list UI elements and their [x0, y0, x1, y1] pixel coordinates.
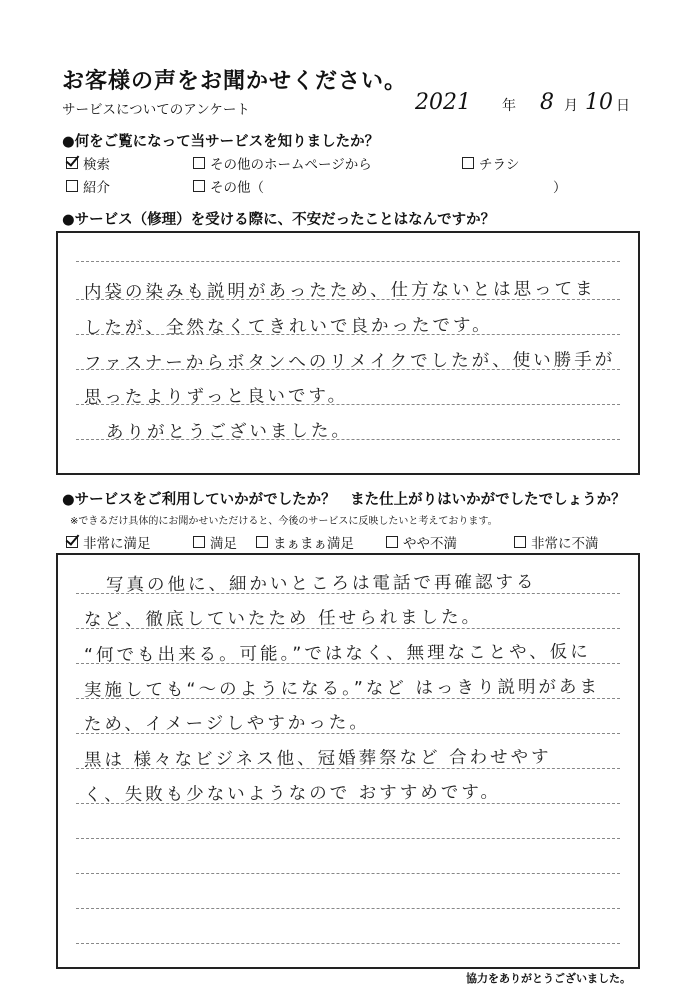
q1-option-homepage[interactable]: [193, 153, 372, 173]
q3-option-label: まぁまぁ満足: [273, 536, 354, 552]
q1-checkbox-homepage[interactable]: [193, 157, 205, 169]
ruled-line: [76, 908, 620, 909]
q1-option-label: 検索: [83, 157, 110, 173]
q1-option-referral[interactable]: [66, 176, 110, 196]
date-year-label: 年: [502, 98, 516, 114]
q2-question: ●サービス（修理）を受ける際に、不安だったことはなんですか？: [62, 212, 496, 228]
q3-answer-line: 黒は 様々なビジネス他、冠婚葬祭など 合わせやす: [83, 747, 552, 771]
date-month-label: 月: [564, 98, 578, 114]
q3-answer-line: 実施しても“～のようになる。”など はっきり説明があま: [83, 677, 601, 701]
q3-checkbox-very-satisfied[interactable]: [66, 536, 78, 548]
q1-checkbox-search[interactable]: [66, 157, 78, 169]
q3-option-very-satisfied[interactable]: [66, 532, 151, 552]
q3-checkbox-very-dissatisfied[interactable]: [514, 536, 526, 548]
q1-option-label: その他（: [210, 180, 264, 196]
q1-question: ●何をご覧になって当サービスを知りましたか？: [62, 134, 380, 150]
q2-answer-line: 思ったよりずっと良いです。: [83, 386, 349, 408]
survey-subtitle: サービスについてのアンケート: [62, 102, 250, 118]
q3-note: ※できるだけ具体的にお聞かせいただけると、今後のサービスに反映したいと考えております。: [70, 516, 498, 527]
q3-answer-line: 写真の他に、細かいところは電話で再確認する: [105, 572, 537, 596]
q1-option-label: その他のホームページから: [210, 157, 372, 173]
q3-answer-box[interactable]: [56, 553, 640, 969]
date-day-label: 日: [616, 98, 630, 114]
q1-option-label: チラシ: [479, 157, 520, 173]
q2-answer-line: ありがとうございました。: [105, 421, 353, 443]
q3-option-very-dissatisfied[interactable]: [514, 532, 599, 552]
q3-option-label: 満足: [210, 536, 237, 552]
q1-option-label: 紹介: [83, 180, 110, 196]
q3-checkbox-somewhat-dissatisfied[interactable]: [386, 536, 398, 548]
q3-option-label: 非常に満足: [83, 536, 151, 552]
q1-option-other[interactable]: [193, 176, 264, 196]
q1-checkbox-other[interactable]: [193, 180, 205, 192]
ruled-line: [76, 873, 620, 874]
q3-checkbox-somewhat-satisfied[interactable]: [256, 536, 268, 548]
q2-answer-line: ファスナーからボタンへのリメイクでしたが、使い勝手が: [83, 350, 616, 374]
q3-answer-line: ため、イメージしやすかった。: [83, 713, 370, 735]
page-title: お客様の声をお聞かせください。: [62, 69, 408, 94]
ruled-line: [76, 261, 620, 262]
ruled-line: [76, 838, 620, 839]
q1-checkbox-flyer[interactable]: [462, 157, 474, 169]
footer-thanks: 協力をありがとうございました。: [466, 972, 631, 985]
q1-option-flyer[interactable]: [462, 153, 520, 173]
q3-option-somewhat-dissatisfied[interactable]: [386, 532, 457, 552]
q1-option-search[interactable]: [66, 153, 110, 173]
q2-answer-box[interactable]: [56, 231, 640, 475]
q1-other-close-paren: ）: [553, 180, 567, 196]
date-day: 10: [585, 90, 613, 115]
q3-option-somewhat-satisfied[interactable]: [256, 532, 354, 552]
q3-question: ●サービスをご利用していかがでしたか？ また仕上がりはいかがでしたでしょうか？: [62, 492, 626, 508]
q3-option-label: 非常に不満: [531, 536, 599, 552]
q3-answer-line: “何でも出来る。可能。”ではなく、無理なことや、仮に: [83, 642, 591, 666]
q3-answer-line: など、徹底していたため 任せられました。: [83, 607, 483, 631]
date-month: 8: [540, 90, 554, 115]
q2-answer-line: 内袋の染みも説明があったため、仕方ないとは思ってま: [83, 279, 596, 303]
q2-answer-line: したが、全然なくてきれいで良かったです。: [83, 315, 493, 339]
q3-answer-line: く、失敗も少ないようなので おすすめです。: [83, 782, 502, 806]
ruled-line: [76, 943, 620, 944]
q3-option-label: やや不満: [403, 536, 457, 552]
q1-checkbox-referral[interactable]: [66, 180, 78, 192]
date-year: 2021: [415, 90, 471, 115]
q3-option-satisfied[interactable]: [193, 532, 237, 552]
q3-checkbox-satisfied[interactable]: [193, 536, 205, 548]
